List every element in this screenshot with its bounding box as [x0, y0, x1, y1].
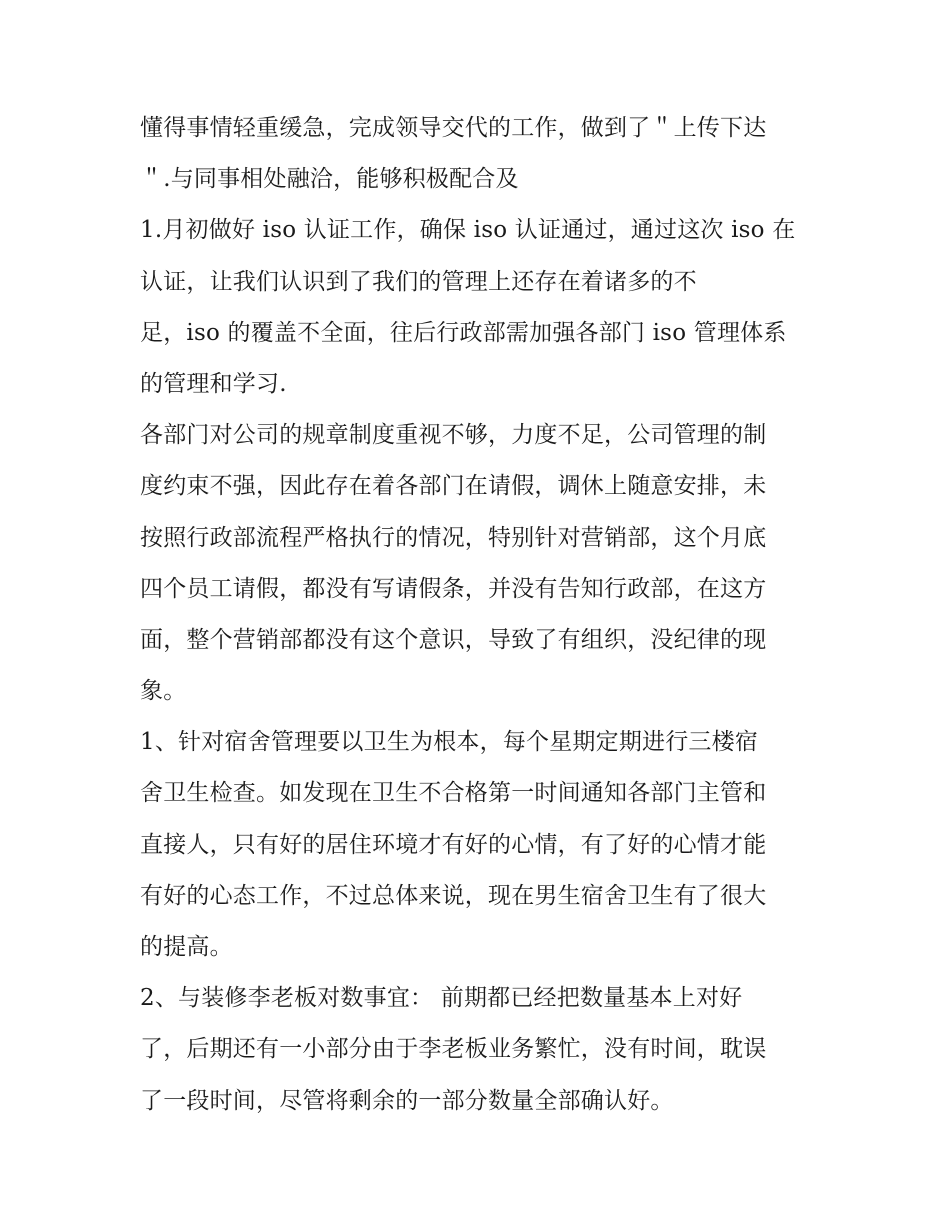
text-line: 象。	[140, 678, 187, 705]
text-line: 的管理和学习.	[140, 370, 287, 397]
text-line: 直接人，只有好的居住环境才有好的心情，有了好的心情才能	[140, 831, 767, 858]
text-line: 足，iso 的覆盖不全面，往后行政部需加强各部门 iso 管理体系	[140, 319, 787, 346]
text-line: 四个员工请假，都没有写请假条，并没有告知行政部，在这方	[140, 575, 767, 602]
text-line: 2、与装修李老板对数事宜： 前期都已经把数量基本上对好	[140, 985, 743, 1012]
text-line: ＂.与同事相处融洽，能够积极配合及	[140, 166, 519, 193]
text-line: 懂得事情轻重缓急，完成领导交代的工作，做到了＂上传下达	[140, 115, 767, 141]
text-line: 面，整个营销部都没有这个意识，导致了有组织，没纪律的现	[140, 626, 767, 653]
text-line: 各部门对公司的规章制度重视不够，力度不足，公司管理的制	[140, 422, 767, 449]
text-line: 1、针对宿舍管理要以卫生为根本，每个星期定期进行三楼宿	[140, 729, 759, 756]
text-line: 舍卫生检查。如发现在卫生不合格第一时间通知各部门主管和	[140, 780, 767, 807]
text-line: 有好的心态工作，不过总体来说，现在男生宿舍卫生有了很大	[140, 882, 767, 909]
text-line: 了，后期还有一小部分由于李老板业务繁忙，没有时间，耽误	[140, 1036, 767, 1063]
text-line: 认证，让我们认识到了我们的管理上还存在着诸多的不	[140, 268, 697, 295]
text-line: 了一段时间，尽管将剩余的一部分数量全部确认好。	[140, 1087, 674, 1114]
text-line: 1.月初做好 iso 认证工作，确保 iso 认证通过，通过这次 iso 在	[140, 217, 796, 244]
document-body	[140, 103, 820, 1127]
text-line: 按照行政部流程严格执行的情况，特别针对营销部，这个月底	[140, 524, 767, 551]
text-line: 的提高。	[140, 934, 233, 960]
text-line: 度约束不强，因此存在着各部门在请假，调休上随意安排，未	[140, 473, 767, 500]
